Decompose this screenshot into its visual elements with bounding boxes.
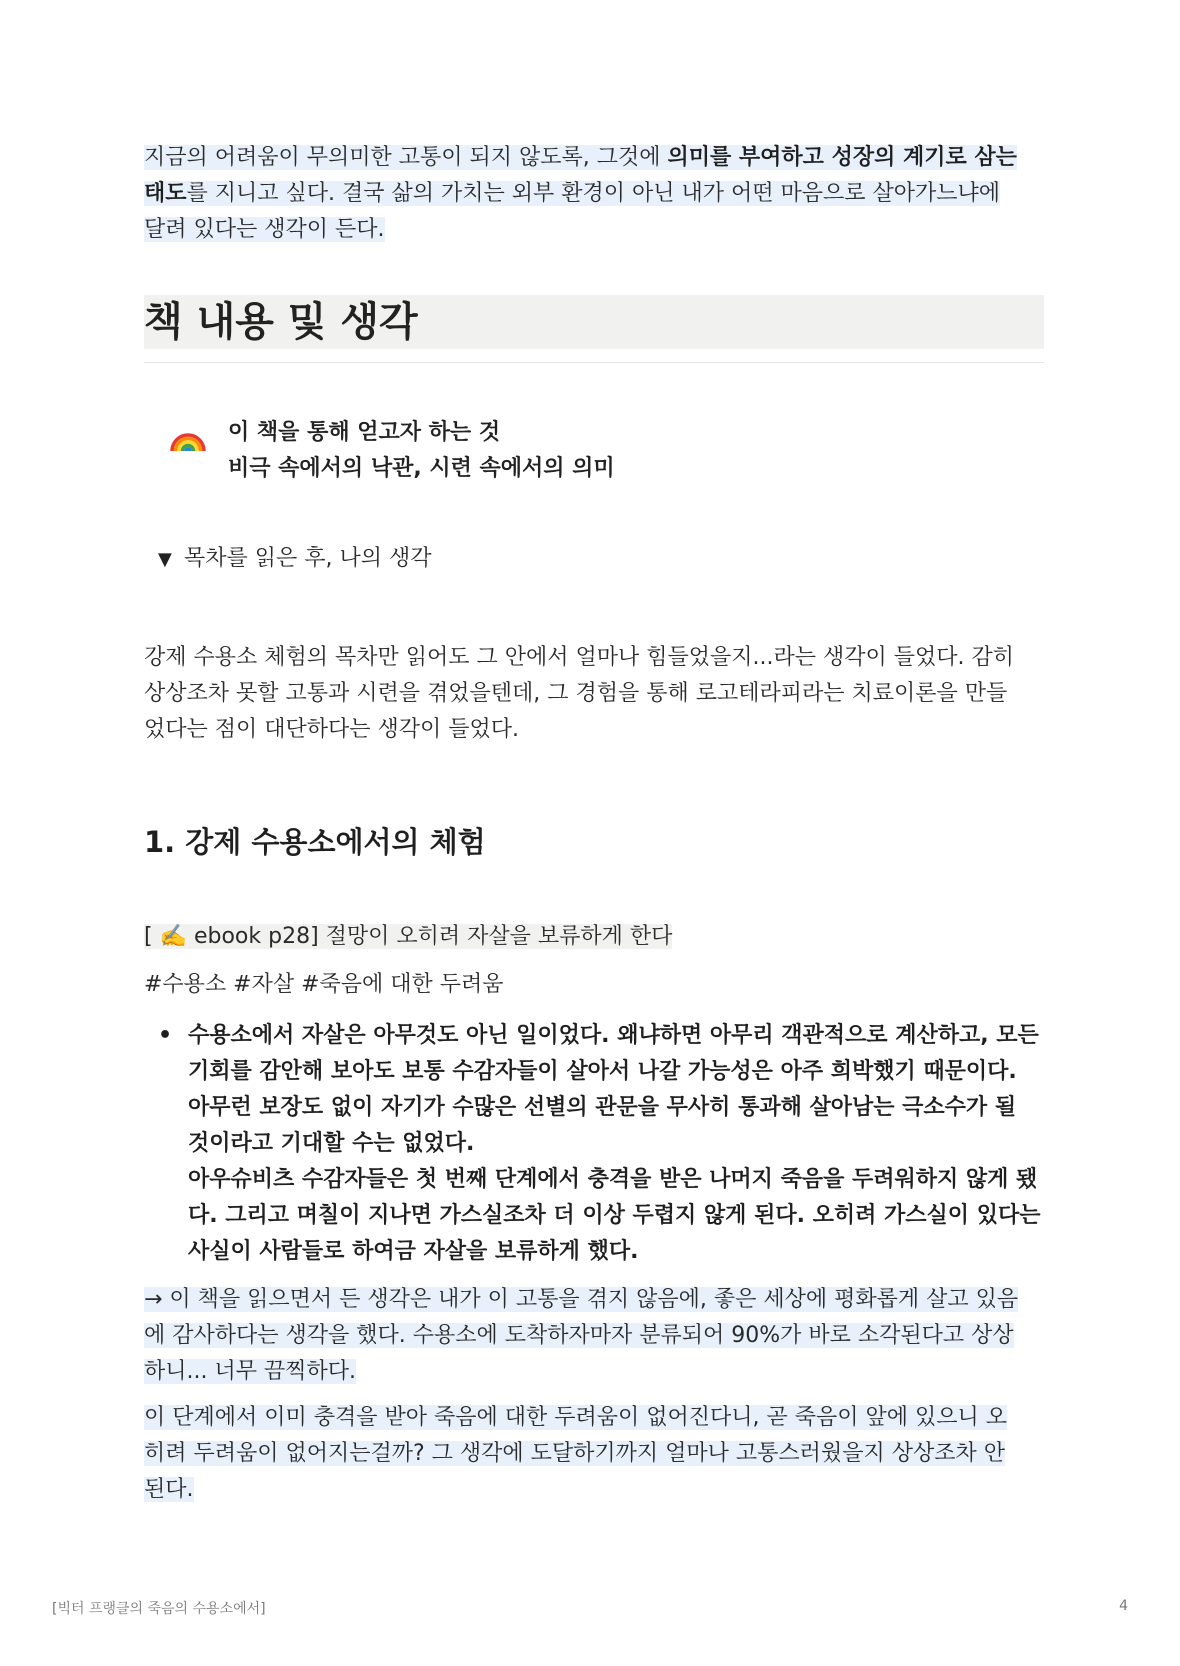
bullet-line: 사실이 사람들로 하여금 자살을 보류하게 했다.: [188, 1239, 639, 1264]
heading-divider: [144, 362, 1044, 363]
intro-line-1: 지금의 어려움이 무의미한 고통이 되지 않도록, 그것에 의미를 부여하고 성장의 계기로 삼는: [144, 145, 1017, 170]
bullet-text: [188, 1018, 1048, 1270]
callout-text: [228, 415, 615, 487]
tags-line: #수용소 #자살 #죽음에 대한 두려움: [144, 972, 504, 997]
section-heading: 책 내용 및 생각: [144, 295, 1044, 349]
paragraph-line: 었다는 점이 대단하다는 생각이 들었다.: [144, 717, 519, 742]
footer-title: [빅터 프랭클의 죽음의 수용소에서]: [52, 1601, 266, 1617]
bullet-line: 것이라고 기대할 수는 없었다.: [188, 1131, 475, 1156]
intro-line-2: 태도를 지니고 싶다. 결국 삶의 가치는 외부 환경이 아닌 내가 어떤 마음으로 살아가느냐에: [144, 181, 1000, 206]
bullet-line: 아무런 보장도 없이 자기가 수많은 선별의 관문을 무사히 통과해 살아남는 극소수가 될: [188, 1095, 1017, 1120]
note-line: → 이 책을 읽으면서 든 생각은 내가 이 고통을 겪지 않음에, 좋은 세상에 평화롭게 살고 있음: [144, 1287, 1019, 1312]
note-line: 에 감사하다는 생각을 했다. 수용소에 도착하자마자 분류되어 90%가 바로 소각된다고 상상: [144, 1323, 1014, 1348]
reflection-note-1: [144, 1282, 1044, 1390]
page-number: 4: [1119, 1598, 1128, 1614]
note-line: 하니... 너무 끔찍하다.: [144, 1359, 356, 1384]
note-line: 된다.: [144, 1477, 194, 1502]
quote-reference: [ ✍️ ebook p28] 절망이 오히려 자살을 보류하게 한다: [144, 924, 673, 949]
goal-callout: [168, 415, 1038, 495]
reflection-note-2: [144, 1400, 1044, 1508]
bullet-dot: •: [158, 1023, 173, 1048]
note-line: 이 단계에서 이미 충격을 받아 죽음에 대한 두려움이 없어진다니, 곧 죽음이 앞에 있으니 오: [144, 1405, 1007, 1430]
rainbow-icon: [168, 419, 208, 459]
callout-body: 비극 속에서의 낙관, 시련 속에서의 의미: [228, 456, 615, 481]
bullet-line: 아우슈비츠 수감자들은 첫 번째 단계에서 충격을 받은 나머지 죽음을 두려워하지 않게 됐: [188, 1167, 1038, 1192]
bullet-line: 기회를 감안해 보아도 보통 수감자들이 살아서 나갈 가능성은 아주 희박했기 때문이다.: [188, 1059, 1017, 1084]
intro-paragraph: [144, 140, 1044, 248]
callout-title: 이 책을 통해 얻고자 하는 것: [228, 420, 501, 445]
toc-thoughts-toggle[interactable]: [158, 541, 1058, 578]
toggle-label: 목차를 읽은 후, 나의 생각: [184, 546, 432, 571]
toc-thoughts-paragraph: [144, 640, 1044, 748]
note-line: 히려 두려움이 없어지는걸까? 그 생각에 도달하기까지 얼마나 고통스러웠을지 상상조차 안: [144, 1441, 1005, 1466]
toggle-arrow-icon[interactable]: ▼: [158, 549, 172, 570]
bullet-line: 수용소에서 자살은 아무것도 아닌 일이었다. 왜냐하면 아무리 객관적으로 계산하고, 모든: [188, 1023, 1039, 1048]
paragraph-line: 강제 수용소 체험의 목차만 읽어도 그 안에서 얼마나 힘들었을지...라는 생각이 들었다. 감히: [144, 645, 1014, 670]
bullet-line: 다. 그리고 며칠이 지나면 가스실조차 더 이상 두렵지 않게 된다. 오히려 가스실이 있다는: [188, 1203, 1041, 1228]
subheading: 1. 강제 수용소에서의 체험: [144, 825, 486, 859]
paragraph-line: 상상조차 못할 고통과 시련을 겪었을텐데, 그 경험을 통해 로고테라피라는 치료이론을 만들: [144, 681, 1008, 706]
intro-line-3: 달려 있다는 생각이 든다.: [144, 217, 385, 242]
